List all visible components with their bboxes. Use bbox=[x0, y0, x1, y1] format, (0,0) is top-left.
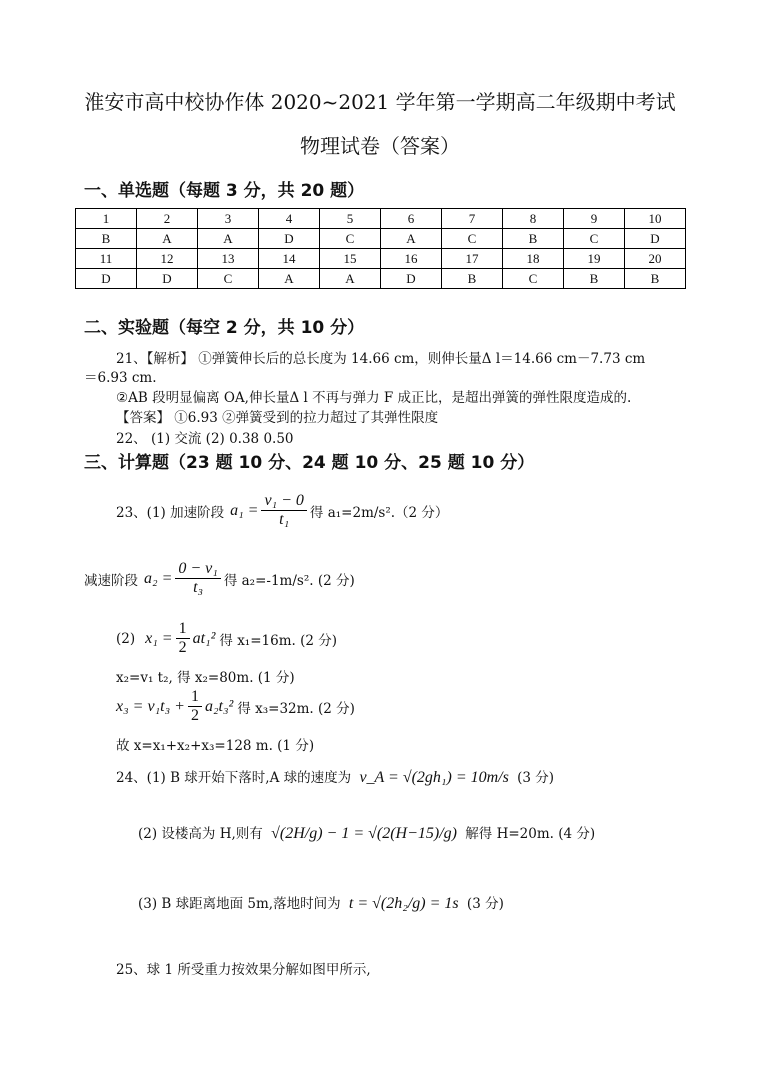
q23-1-prefix: 23、(1) 加速阶段 bbox=[116, 504, 225, 521]
table-cell: 6 bbox=[380, 209, 441, 229]
q24-3 bbox=[138, 892, 504, 913]
q21-line1: 21、【解析】 ①弹簧伸长后的总长度为 14.66 cm，则伸长量Δ l＝14.66 cm－7.73 cm bbox=[116, 351, 646, 367]
table-cell: B bbox=[502, 229, 563, 249]
table-cell: 1 bbox=[76, 209, 137, 229]
table-cell: A bbox=[136, 229, 197, 249]
page-title: 淮安市高中校协作体 2020~2021 学年第一学期高二年级期中考试 bbox=[84, 90, 676, 114]
q24-3-formula: t = √(2h₂/g) = 1s bbox=[348, 895, 459, 912]
table-cell: D bbox=[258, 229, 319, 249]
q23-2-lhs: a₂ = bbox=[144, 569, 173, 587]
table-cell: 13 bbox=[197, 249, 258, 269]
q23-3-prefix: (2) bbox=[116, 630, 136, 647]
table-cell: 16 bbox=[380, 249, 441, 269]
q23-3-lhs: x₁ = bbox=[145, 629, 173, 647]
table-cell: 19 bbox=[563, 249, 624, 269]
q23-2-den: t₃ bbox=[193, 579, 204, 596]
q24-1-prefix: 24、(1) B 球开始下落时,A 球的速度为 bbox=[116, 770, 352, 786]
q23-4: x₂=v₁ t₂, 得 x₂=80m. (1 分) bbox=[116, 670, 295, 686]
q23-3 bbox=[116, 620, 337, 657]
table-cell: D bbox=[380, 269, 441, 289]
q23-5-result: 得 x₃=32m. (2 分) bbox=[237, 700, 355, 717]
q22-line: 22、 (1) 交流 (2) 0.38 0.50 bbox=[116, 431, 294, 447]
table-cell: 10 bbox=[624, 209, 685, 229]
answer-table bbox=[75, 208, 686, 289]
table-cell: B bbox=[563, 269, 624, 289]
q23-5-lhs: x₃ = v₁t₃ + bbox=[116, 697, 185, 715]
q24-2 bbox=[138, 822, 595, 843]
table-cell: A bbox=[319, 269, 380, 289]
q23-5 bbox=[116, 688, 355, 725]
table-cell: D bbox=[624, 229, 685, 249]
table-cell: C bbox=[319, 229, 380, 249]
table-cell: 18 bbox=[502, 249, 563, 269]
q23-3-den: 2 bbox=[178, 639, 187, 656]
q23-2 bbox=[84, 560, 355, 597]
table-cell: B bbox=[441, 269, 502, 289]
table-cell: 3 bbox=[197, 209, 258, 229]
q21-answer: 【答案】 ①6.93 ②弹簧受到的拉力超过了其弹性限度 bbox=[116, 410, 439, 426]
table-cell: 8 bbox=[502, 209, 563, 229]
q21-line2: ＝6.93 cm. bbox=[84, 370, 157, 386]
table-cell: A bbox=[258, 269, 319, 289]
q23-5-num: 1 bbox=[188, 688, 202, 707]
table-row bbox=[76, 209, 686, 229]
q24-2-formula: √(2H/g) − 1 = √(2(H−15)/g) bbox=[271, 825, 457, 842]
q23-1-lhs: a₁ = bbox=[230, 501, 259, 519]
table-cell: 2 bbox=[136, 209, 197, 229]
table-cell: A bbox=[197, 229, 258, 249]
table-cell: C bbox=[197, 269, 258, 289]
q23-5-fraction bbox=[188, 688, 202, 725]
q23-2-result: 得 a₂=-1m/s². (2 分) bbox=[223, 572, 355, 589]
q24-3-score: (3 分) bbox=[466, 896, 504, 912]
table-cell: 5 bbox=[319, 209, 380, 229]
table-cell: 11 bbox=[76, 249, 137, 269]
table-row bbox=[76, 229, 686, 249]
q23-1 bbox=[116, 492, 448, 529]
q24-2-prefix: (2) 设楼高为 H,则有 bbox=[138, 826, 263, 842]
q25-line: 25、球 1 所受重力按效果分解如图甲所示, bbox=[116, 962, 371, 978]
table-cell: 14 bbox=[258, 249, 319, 269]
table-cell: 7 bbox=[441, 209, 502, 229]
table-cell: 12 bbox=[136, 249, 197, 269]
table-cell: 9 bbox=[563, 209, 624, 229]
q23-3-fraction bbox=[176, 620, 190, 657]
q23-3-num: 1 bbox=[176, 620, 190, 639]
q23-1-den: t₁ bbox=[279, 511, 290, 528]
q24-2-result: 解得 H=20m. (4 分) bbox=[465, 826, 596, 842]
q24-1 bbox=[116, 766, 554, 787]
q23-2-fraction bbox=[175, 560, 220, 597]
q24-1-formula: v_A = √(2gh₁) = 10m/s bbox=[359, 769, 509, 786]
table-cell: 15 bbox=[319, 249, 380, 269]
table-row bbox=[76, 269, 686, 289]
q23-2-prefix: 减速阶段 bbox=[84, 572, 138, 589]
table-cell: D bbox=[136, 269, 197, 289]
table-cell: C bbox=[563, 229, 624, 249]
table-cell: D bbox=[76, 269, 137, 289]
table-cell: 4 bbox=[258, 209, 319, 229]
table-cell: C bbox=[502, 269, 563, 289]
q23-5-den: 2 bbox=[190, 707, 199, 724]
q23-1-result: 得 a₁=2m/s².（2 分） bbox=[309, 504, 449, 521]
table-cell: 20 bbox=[624, 249, 685, 269]
q23-3-result: 得 x₁=16m. (2 分) bbox=[219, 632, 338, 649]
section1-heading: 一、单选题（每题 3 分，共 20 题） bbox=[84, 181, 365, 201]
table-cell: B bbox=[624, 269, 685, 289]
table-cell: 17 bbox=[441, 249, 502, 269]
q23-6: 故 x=x₁+x₂+x₃=128 m. (1 分) bbox=[116, 738, 315, 754]
section2-heading: 二、实验题（每空 2 分，共 10 分） bbox=[84, 318, 365, 338]
table-cell: A bbox=[380, 229, 441, 249]
table-row bbox=[76, 249, 686, 269]
q23-1-num: v₁ − 0 bbox=[261, 492, 306, 511]
table-cell: B bbox=[76, 229, 137, 249]
q23-5-tail: a₂t₃² bbox=[204, 697, 234, 715]
q21-line3: ②AB 段明显偏离 OA,伸长量Δ l 不再与弹力 F 成正比，是超出弹簧的弹性限度造成的. bbox=[116, 390, 632, 406]
q24-1-score: (3 分) bbox=[517, 770, 555, 786]
table-cell: C bbox=[441, 229, 502, 249]
q23-3-tail: at₁² bbox=[192, 629, 216, 647]
section3-heading: 三、计算题（23 题 10 分、24 题 10 分、25 题 10 分） bbox=[84, 453, 535, 473]
q23-1-fraction bbox=[261, 492, 306, 529]
page-subtitle: 物理试卷（答案） bbox=[300, 134, 460, 158]
q24-3-prefix: (3) B 球距离地面 5m,落地时间为 bbox=[138, 896, 341, 912]
q23-2-num: 0 − v₁ bbox=[175, 560, 220, 579]
